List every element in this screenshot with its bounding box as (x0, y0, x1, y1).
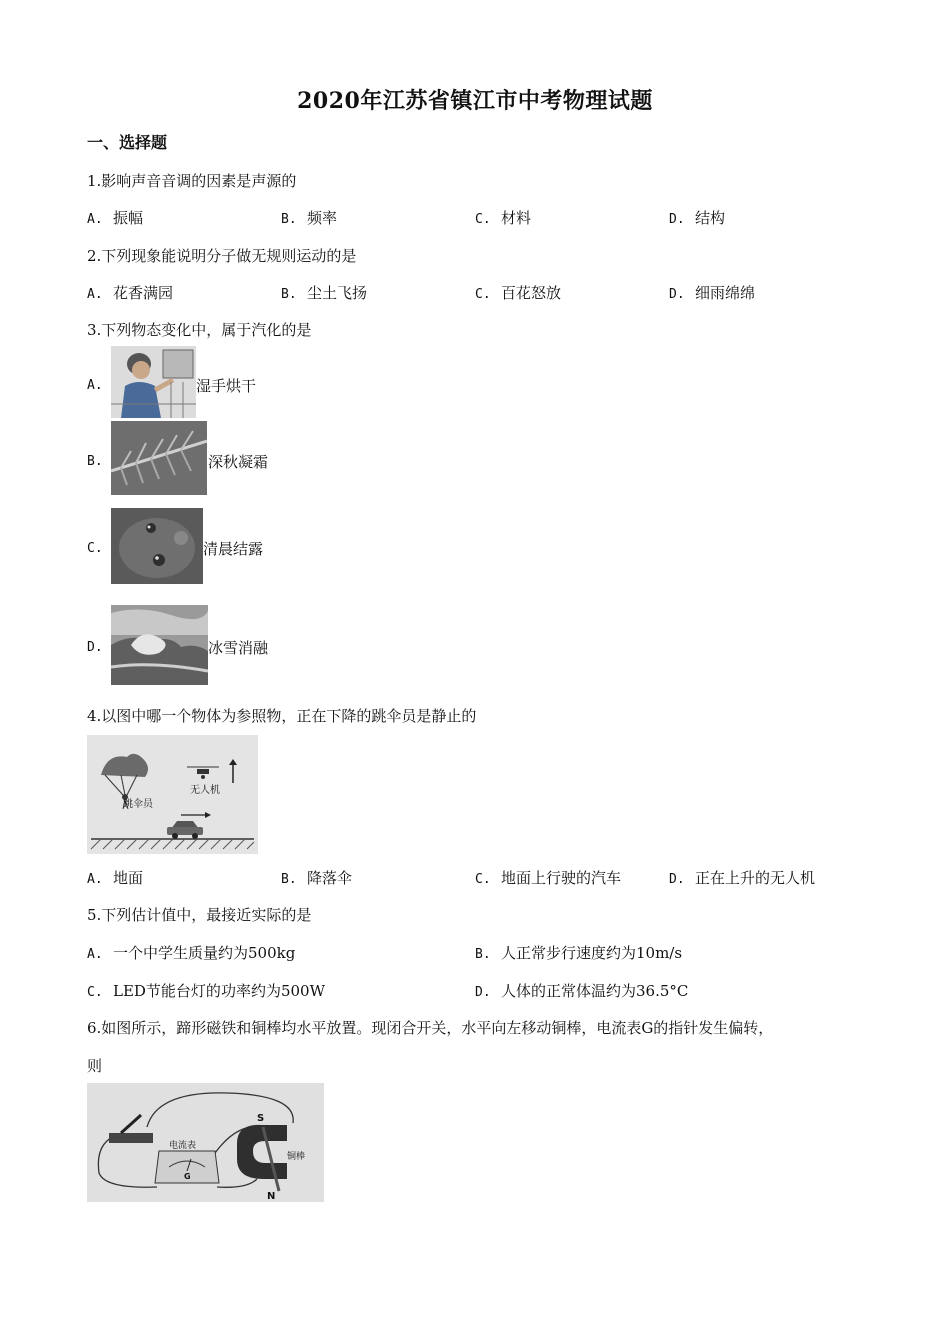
option-key: A. (87, 947, 103, 962)
option-key: C. (87, 985, 103, 1000)
melting-snow-photo (111, 605, 208, 685)
option-key: D. (87, 640, 103, 655)
q2-option-c[interactable] (475, 282, 561, 303)
option-key: A. (87, 287, 103, 302)
q3-option-d[interactable] (87, 637, 113, 655)
q4-option-d[interactable] (669, 867, 815, 888)
option-text: 地面上行驶的汽车 (501, 869, 622, 887)
parachute-figure (87, 735, 258, 854)
q3-option-a[interactable] (87, 375, 113, 393)
question-6-stem-line2: 则 (87, 1057, 103, 1075)
option-text: 一个中学生质量约为500kg (113, 944, 296, 962)
q5-option-b[interactable] (475, 942, 682, 963)
option-text: LED节能台灯的功率约为500W (113, 982, 325, 1000)
q5-option-a[interactable] (87, 942, 295, 963)
option-text: 人正常步行速度约为10m/s (501, 944, 683, 962)
q4-option-c[interactable] (475, 867, 621, 888)
n-pole-label: N (267, 1191, 276, 1202)
s-pole-label: S (257, 1113, 265, 1124)
question-5-stem: 5.下列估计值中，最接近实际的是 (87, 906, 312, 924)
drone-label: 无人机 (190, 785, 220, 796)
q4-option-a[interactable] (87, 867, 143, 888)
option-text: 人体的正常体温约为36.5°C (501, 982, 689, 1000)
q1-option-b[interactable] (281, 207, 337, 228)
option-key: D. (669, 212, 685, 227)
option-key: C. (87, 541, 103, 556)
option-key: C. (475, 287, 491, 302)
dew-photo (111, 508, 203, 584)
option-key: A. (87, 872, 103, 887)
option-text: 频率 (307, 209, 338, 227)
q5-option-c[interactable] (87, 980, 325, 1001)
q1-option-d[interactable] (669, 207, 725, 228)
q3-option-a-text: 湿手烘干 (196, 377, 257, 395)
option-text: 结构 (695, 209, 726, 227)
option-key: D. (669, 287, 685, 302)
option-key: B. (281, 212, 297, 227)
question-6-stem-line1: 6.如图所示，蹄形磁铁和铜棒均水平放置。现闭合开关，水平向左移动铜棒，电流表G的指针发生偏转， (87, 1019, 774, 1037)
q4-option-b[interactable] (281, 867, 352, 888)
q5-option-d[interactable] (475, 980, 688, 1001)
option-key: A. (87, 212, 103, 227)
question-4-stem: 4.以图中哪一个物体为参照物，正在下降的跳伞员是静止的 (87, 707, 477, 725)
q3-option-c-text: 清晨结露 (203, 540, 264, 558)
option-key: B. (475, 947, 491, 962)
option-key: D. (475, 985, 491, 1000)
option-text: 降落伞 (307, 869, 353, 887)
q2-option-b[interactable] (281, 282, 367, 303)
q3-option-b-text: 深秋凝霜 (208, 453, 269, 471)
question-1-stem: 1.影响声音音调的因素是声源的 (87, 172, 297, 190)
option-text: 材料 (501, 209, 532, 227)
meter-label: 电流表 (169, 1141, 197, 1151)
option-text: 尘土飞扬 (307, 284, 368, 302)
q1-option-a[interactable] (87, 207, 143, 228)
option-key: B. (87, 454, 103, 469)
q2-option-d[interactable] (669, 282, 755, 303)
galvanometer-g-label: G (184, 1172, 191, 1181)
option-text: 正在上升的无人机 (695, 869, 816, 887)
q3-option-c[interactable] (87, 538, 113, 556)
option-key: C. (475, 872, 491, 887)
option-key: B. (281, 287, 297, 302)
jumper-label: 跳伞员 (123, 799, 153, 810)
hand-dryer-photo (111, 346, 196, 418)
option-key: D. (669, 872, 685, 887)
option-text: 细雨绵绵 (695, 284, 756, 302)
question-3-stem: 3.下列物态变化中，属于汽化的是 (87, 321, 312, 339)
q3-option-b[interactable] (87, 451, 113, 469)
rod-label: 铜棒 (287, 1152, 306, 1162)
q1-option-c[interactable] (475, 207, 531, 228)
option-text: 百花怒放 (501, 284, 562, 302)
option-text: 花香满园 (113, 284, 174, 302)
question-2-stem: 2.下列现象能说明分子做无规则运动的是 (87, 247, 357, 265)
option-key: B. (281, 872, 297, 887)
q3-option-d-text: 冰雪消融 (208, 639, 269, 657)
option-text: 地面 (113, 869, 144, 887)
page-title: 2020年江苏省镇江市中考物理试题 (297, 88, 653, 114)
section-heading: 一、选择题 (87, 133, 168, 152)
q2-option-a[interactable] (87, 282, 173, 303)
frost-photo (111, 421, 207, 495)
option-key: A. (87, 378, 103, 393)
option-key: C. (475, 212, 491, 227)
option-text: 振幅 (113, 209, 144, 227)
magnet-circuit-figure (87, 1083, 324, 1202)
